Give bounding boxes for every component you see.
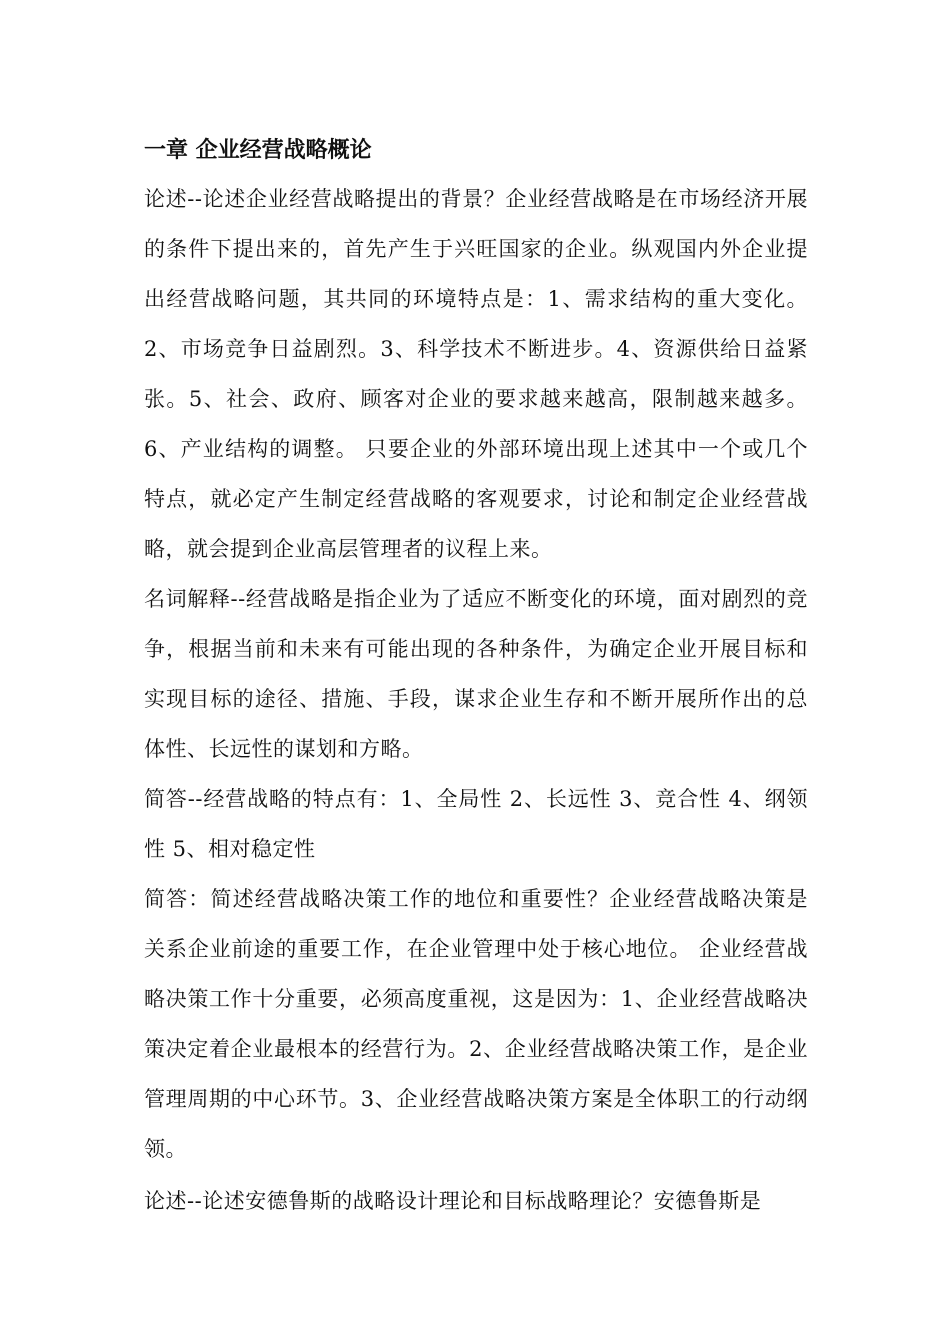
chapter-title: 一章 企业经营战略概论 — [144, 138, 372, 163]
paragraph-decision-importance: 简答：简述经营战略决策工作的地位和重要性？企业经营战略决策是关系企业前途的重要工作，在企业管理中处于核心地位。 企业经营战略决策工作十分重要，必须高度重视，这是因为：1、企业经营战略决策决定着企业最根本的经营行为。2、企业经营战略决策工作，是企业管理周期的中心环节。3、企业经营战略决策方案是全体职工的行动纲领。 — [144, 887, 808, 1161]
paragraph-background: 论述--论述企业经营战略提出的背景？企业经营战略是在市场经济开展的条件下提出来的，首先产生于兴旺国家的企业。纵观国内外企业提出经营战略问题，其共同的环境特点是：1、需求结构的重大变化。2、市场竞争日益剧烈。3、科学技术不断进步。4、资源供给日益紧张。5、社会、政府、顾客对企业的要求越来越高，限制越来越多。6、产业结构的调整。 只要企业的外部环境出现上述其中一个或几个特点，就必定产生制定经营战略的客观要求，讨论和制定企业经营战略，就会提到企业高层管理者的议程上来。 — [144, 187, 808, 561]
paragraph-definition: 名词解释--经营战略是指企业为了适应不断变化的环境，面对剧烈的竞争，根据当前和未来有可能出现的各种条件，为确定企业开展目标和实现目标的途径、措施、手段，谋求企业生存和不断开展所作出的总体性、长远性的谋划和方略。 — [144, 587, 808, 761]
paragraph-andrews-theory: 论述--论述安德鲁斯的战略设计理论和目标战略理论？安德鲁斯是 — [144, 1189, 762, 1213]
document-body — [144, 128, 808, 1226]
paragraph-characteristics: 简答--经营战略的特点有：1、全局性 2、长远性 3、竞合性 4、纲领性 5、相对稳定性 — [144, 787, 808, 861]
